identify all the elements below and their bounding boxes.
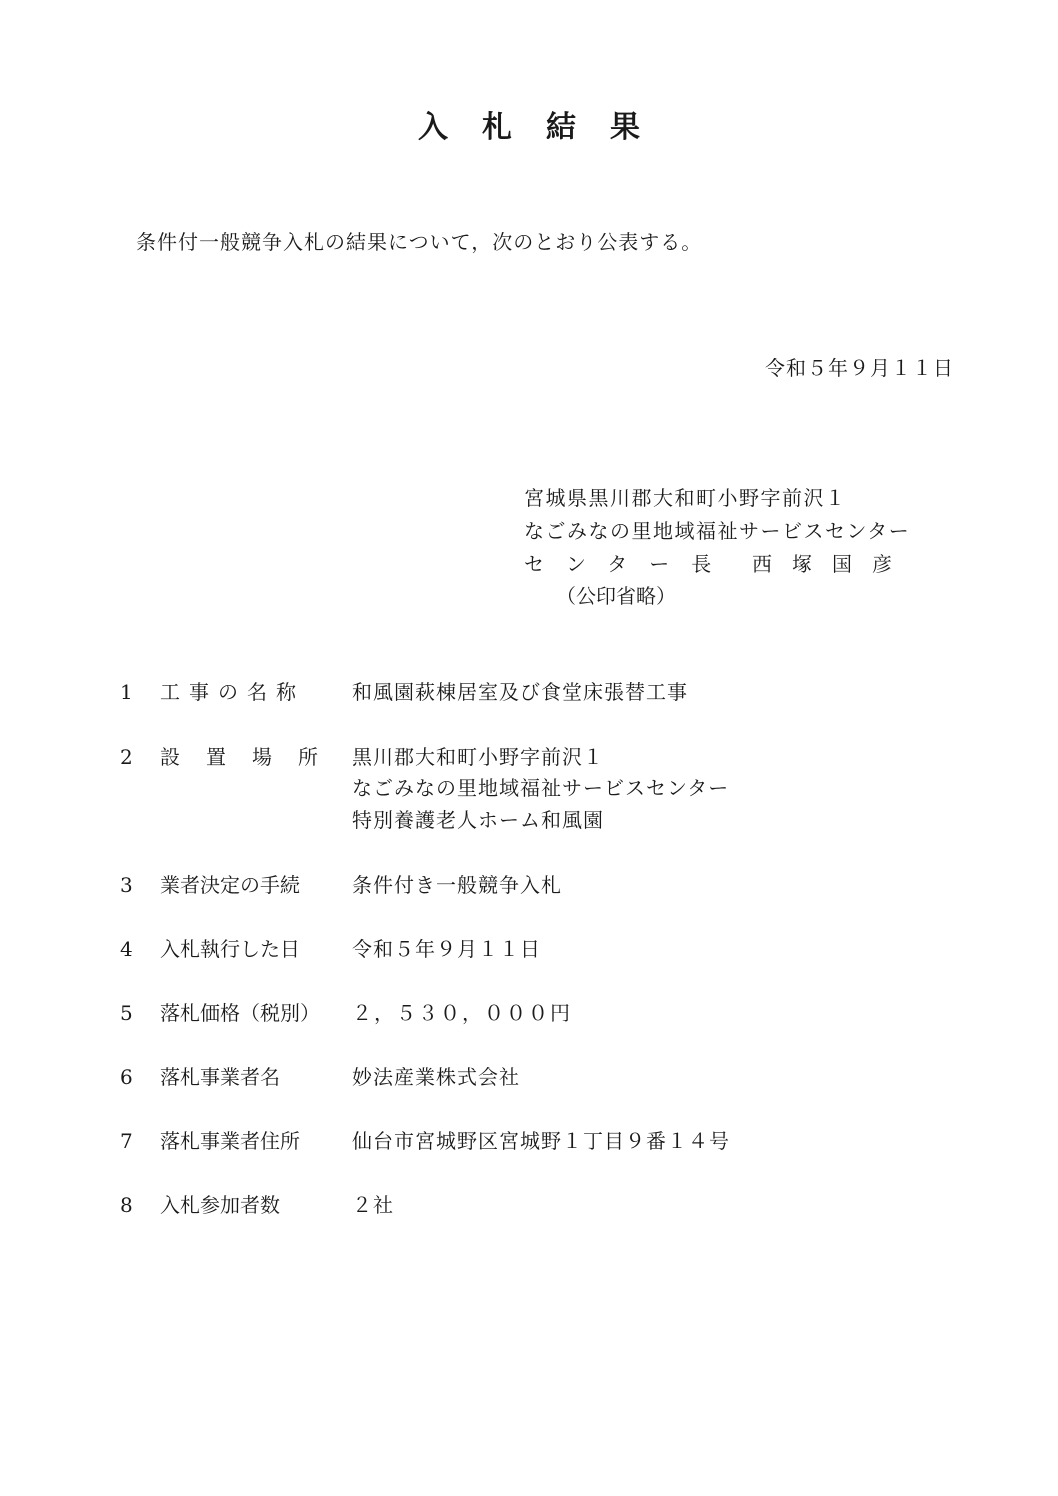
item-number: 3 (120, 873, 133, 897)
intro-text: 条件付一般競争入札の結果について，次のとおり公表する。 (136, 230, 703, 254)
item-number: 4 (120, 937, 133, 961)
issuer-address: 宮城県黒川郡大和町小野字前沢１ (524, 486, 847, 510)
item-number: 8 (120, 1193, 133, 1217)
item-label: 業者決定の手続 (160, 873, 300, 897)
item-label: 入札参加者数 (160, 1193, 280, 1217)
item-value-line: なごみなの里地域福祉サービスセンター (352, 776, 730, 800)
item-number: 2 (120, 745, 133, 769)
list-item (120, 1189, 394, 1218)
item-label: 工事の名称 (160, 680, 305, 704)
seal-omitted-note: （公印省略） (556, 584, 676, 608)
item-number: 7 (120, 1129, 133, 1153)
issuer-position: センター長 (524, 552, 734, 576)
item-number: 5 (120, 1001, 133, 1025)
item-label: 入札執行した日 (160, 937, 300, 961)
list-item (120, 1125, 730, 1154)
item-label: 設置場所 (160, 745, 344, 769)
item-value: 和風園萩棟居室及び食堂床張替工事 (352, 680, 688, 704)
item-value: 令和５年９月１１日 (352, 937, 541, 961)
list-item (120, 741, 352, 770)
item-label: 落札価格（税別） (160, 1001, 320, 1025)
item-label: 落札事業者住所 (160, 1129, 300, 1153)
item-value: 条件付き一般競争入札 (352, 873, 562, 897)
item-number: 1 (120, 680, 133, 704)
item-value: ２社 (352, 1193, 394, 1217)
list-item (120, 933, 541, 962)
list-item (120, 1061, 520, 1090)
issuer-signature-line (524, 548, 912, 577)
item-value: 仙台市宮城野区宮城野１丁目９番１４号 (352, 1129, 730, 1153)
list-item (120, 869, 562, 898)
list-item (120, 997, 572, 1026)
issuer-name: 西塚国彦 (752, 552, 912, 576)
item-value: ２，５３０，０００円 (352, 1001, 572, 1025)
item-value-line: 特別養護老人ホーム和風園 (352, 808, 604, 832)
publication-date: 令和５年９月１１日 (765, 356, 954, 380)
page-title: 入札結果 (418, 110, 674, 145)
issuer-organization: なごみなの里地域福祉サービスセンター (524, 519, 911, 543)
item-value-line: 黒川郡大和町小野字前沢１ (352, 745, 604, 769)
list-item (120, 676, 688, 705)
item-value: 妙法産業株式会社 (352, 1065, 520, 1089)
item-label: 落札事業者名 (160, 1065, 280, 1089)
item-number: 6 (120, 1065, 133, 1089)
